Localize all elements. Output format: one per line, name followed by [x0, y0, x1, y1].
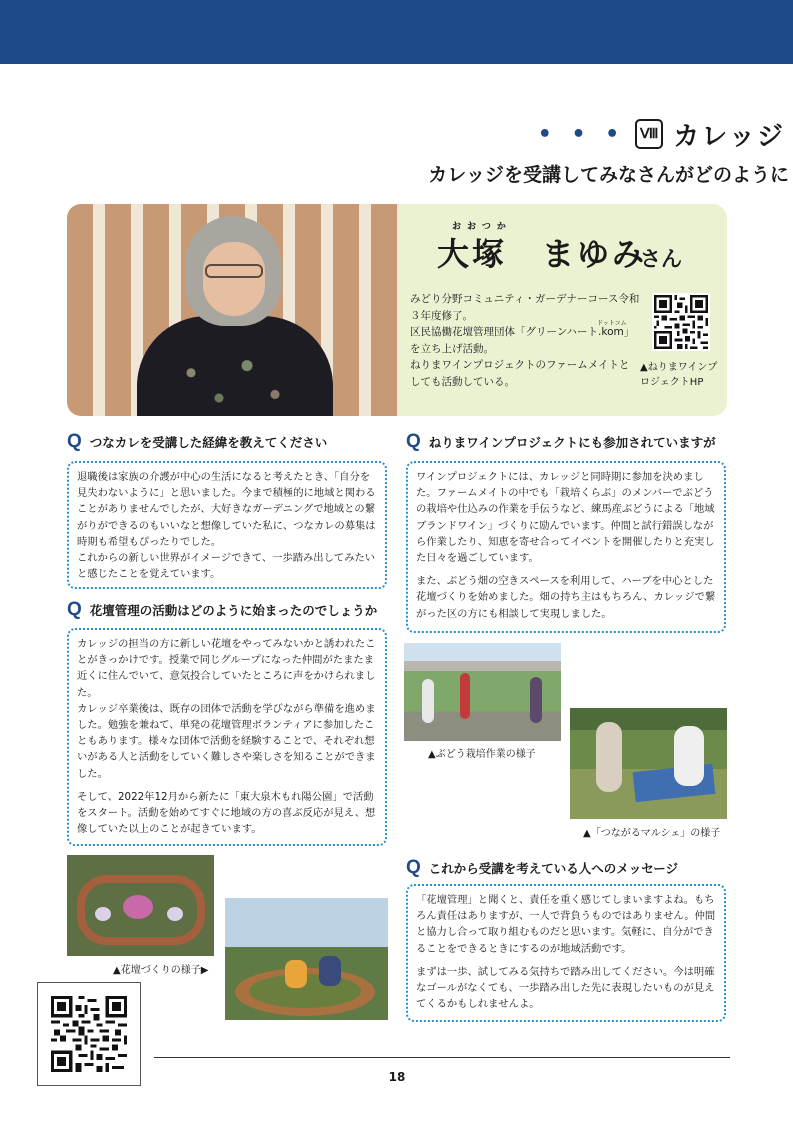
q-mark: Q	[406, 857, 421, 878]
answer-paragraph: カレッジの担当の方に新しい花壇をやってみないかと誘われたことがきっかけです。授業で同じグループになった仲間がたまたま近くに住んでいて、意気投合していたところに声をかけられました。	[77, 638, 376, 699]
question-heading	[67, 599, 377, 621]
page-qr-code[interactable]	[37, 982, 141, 1086]
wine-project-qr-code[interactable]	[652, 293, 710, 351]
question-text: これから受講を考えている人へのメッセージ	[428, 861, 679, 876]
header-band	[0, 0, 793, 64]
bio-line: ねりまワインプロジェクトのファームメイトとしても活動している。	[410, 359, 630, 388]
heading-dots: • • •	[537, 121, 626, 147]
answer-box	[406, 884, 726, 1022]
section-subtitle: カレッジを受講してみなさんがどのように	[428, 164, 789, 186]
q-mark: Q	[67, 431, 82, 452]
answer-paragraph: 「花壇管理」と聞くと、責任を重く感じてしまいますよね。もちろん責任はありますが、一人で背負うものではありません。仲間と協力し合って取り組むものだと思います。気軽に、自分ができることをできるときにするのが地域活動です。	[416, 894, 716, 955]
answer-paragraph: ワインプロジェクトには、カレッジと同時期に参加を決めました。ファームメイトの中でも「栽培くらぶ」のメンバーでぶどうの栽培や仕込みの作業を手伝うなど、練馬産ぶどうによる「地域ブランドワイン」づくりに励んでいます。仲間と試行錯誤しながら作業したり、知恵を寄せ合ってイベントを開催したりと充実した日々を過ごしています。	[416, 471, 715, 565]
question-heading	[406, 431, 716, 453]
question-heading	[67, 431, 327, 453]
section-title: カレッジ	[673, 121, 785, 152]
question-text: つなカレを受講した経緯を教えてください	[89, 435, 328, 450]
profile-bio	[410, 291, 640, 390]
kom-ruby: ドットコム	[597, 320, 627, 327]
bio-line: 区民協働花壇管理団体「グリーンハート.kom」を立ち上げ活動。	[410, 326, 635, 355]
answer-paragraph: また、ぶどう畑の空きスペースを利用して、ハーブを中心とした花壇づくりを始めました。畑の持ち主はもちろん、カレッジで繋がった区の方にも相談して実現しました。	[416, 575, 716, 620]
answer-box	[406, 461, 726, 633]
bio-line: みどり分野コミュニティ・ガーデナーコース令和３年度修了。	[410, 293, 640, 322]
vineyard-photo	[404, 643, 561, 741]
park-flowerbed-photo	[225, 898, 388, 1020]
name-ruby: おおつか	[452, 222, 512, 232]
qr-caption: ▲ねりまワインプロジェクトHP	[640, 362, 718, 388]
person-name: 大塚 まゆみ	[437, 235, 648, 273]
question-text: 花壇管理の活動はどのように始まったのでしょうか	[89, 603, 378, 618]
marche-caption: ▲「つながるマルシェ」の様子	[583, 828, 721, 839]
answer-paragraph: カレッジ卒業後は、既存の団体で活動を学びながら準備を進めました。勉強を兼ねて、単発の花壇管理ボランティアに参加したこともあります。様々な団体で活動を経験することで、それぞれ想いがある人と活動をしていく難しさや楽しさを知ることができました。	[77, 702, 376, 780]
chapter-numeral: Ⅷ	[635, 119, 663, 149]
answer-box	[67, 628, 387, 846]
question-text: ねりまワインプロジェクトにも参加されていますが	[428, 435, 716, 450]
vineyard-caption: ▲ぶどう栽培作業の様子	[428, 749, 536, 760]
marche-photo	[570, 708, 727, 819]
answer-paragraph: そして、2022年12月から新たに「東大泉木もれ陽公園」で活動をスタート。活動を始めてすぐに地域の方の喜ぶ反応が見え、想像していた以上のことが起きています。	[77, 790, 376, 836]
q-mark: Q	[406, 431, 421, 452]
answer-paragraph: 退職後は家族の介護が中心の生活になると考えたとき、「自分を見失わないように」と思いました。今まで積極的に地域と関わることがありませんでしたが、大好きなガーデニングで地域との繋がりができるのもいいなと想像していた私に、つなカレの募集は時期も希望もぴったりでした。	[77, 471, 376, 548]
section-heading	[538, 114, 785, 154]
portrait-photo	[67, 204, 399, 416]
answer-paragraph: まずは一歩、試してみる気持ちで踏み出してください。今は明確なゴールがなくても、一歩踏み出した先に表現したいものが見えてくるかもしれませんよ。	[416, 965, 715, 1011]
flowerbed-caption: ▲花壇づくりの様子▶	[113, 965, 209, 976]
page-number: 18	[388, 1070, 406, 1084]
answer-box	[67, 461, 387, 589]
footer-rule	[154, 1057, 730, 1058]
flowerbed-photo	[67, 855, 214, 956]
answer-paragraph: これからの新しい世界がイメージできて、一歩踏み出してみたいと感じたことを覚えています。	[77, 552, 376, 581]
q-mark: Q	[67, 599, 82, 620]
honorific: さん	[640, 247, 682, 271]
question-heading	[406, 857, 678, 879]
